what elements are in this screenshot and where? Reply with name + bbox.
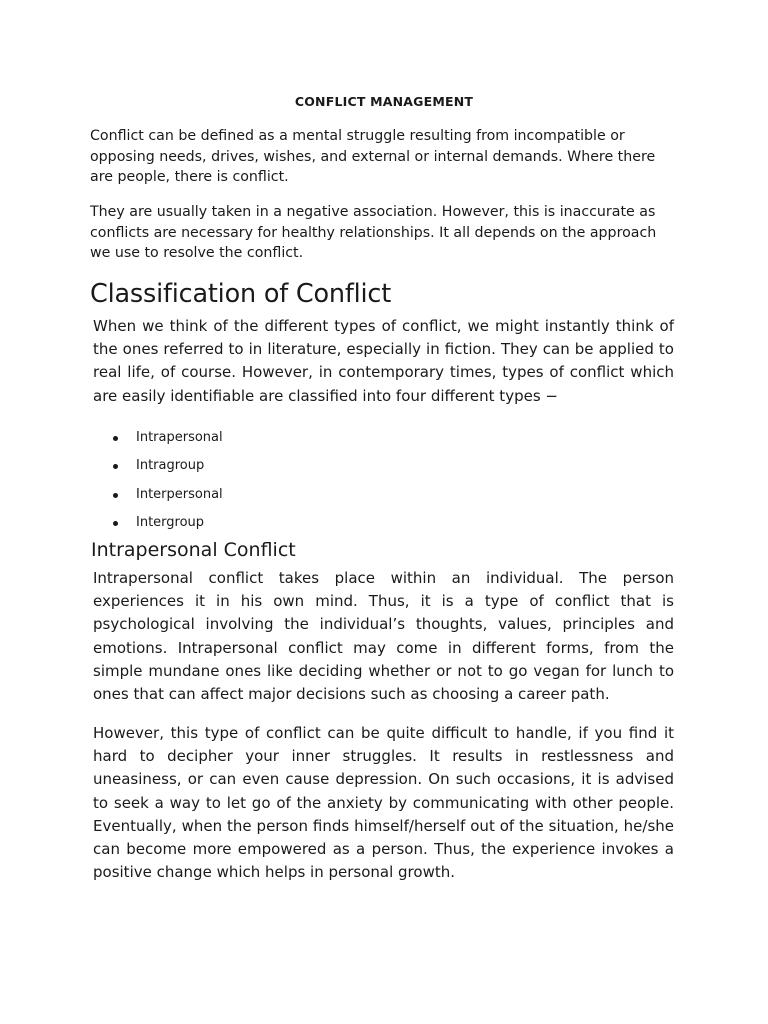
bullet-icon <box>113 464 118 469</box>
bullet-icon <box>113 521 118 526</box>
section-heading-intrapersonal: Intrapersonal Conflict <box>91 539 296 561</box>
list-item-label: Intrapersonal <box>136 430 223 445</box>
document-title: CONFLICT MANAGEMENT <box>294 94 474 109</box>
bullet-icon <box>113 493 118 498</box>
section-heading-classification: Classification of Conflict <box>90 279 392 309</box>
list-item <box>110 456 223 484</box>
bullet-icon <box>113 436 118 441</box>
list-item-label: Interpersonal <box>136 486 223 502</box>
list-item-label: Intragroup <box>136 458 205 474</box>
intro-paragraph: Conflict can be defined as a mental struggle resulting from incompatible or opposing needs, drives, wishes, and external or internal demands. Where there are people, there is conflict. <box>90 128 656 185</box>
intrapersonal-paragraph: Intrapersonal conflict takes place within an individual. The person experiences it in his own mind. Thus, it is a type of conflict that is psychological involving the individual’s thoughts, values, principles and emotions. Intrapersonal conflict may come in different forms, from the simple mundane ones like deciding whether or not to go vegan for lunch to ones that can affect major decisions such as choosing a career path. <box>93 569 674 704</box>
intro-paragraph: They are usually taken in a negative association. However, this is inaccurate as conflicts are necessary for healthy relationships. It all depends on the approach we use to resolve the conflict. <box>90 204 657 261</box>
conflict-types-list <box>110 428 223 541</box>
list-item-label: Intergroup <box>136 514 205 530</box>
list-item <box>110 428 223 456</box>
intrapersonal-paragraph: However, this type of conflict can be quite difficult to handle, if you find it hard to decipher your inner struggles. It results in restlessness and uneasiness, or can even cause depression. On such occasions, it is advised to seek a way to let go of the anxiety by communicating with other people. Eventually, when the person finds himself/herself out of the situation, he/she can become more empowered as a person. Thus, the experience invokes a positive change which helps in personal growth. <box>93 724 674 882</box>
classification-paragraph: When we think of the different types of conflict, we might instantly think of the ones referred to in literature, especially in fiction. They can be applied to real life, of course. However, in contemporary times, types of conflict which are easily identifiable are classified into four different types − <box>93 317 674 405</box>
list-item <box>110 485 223 513</box>
